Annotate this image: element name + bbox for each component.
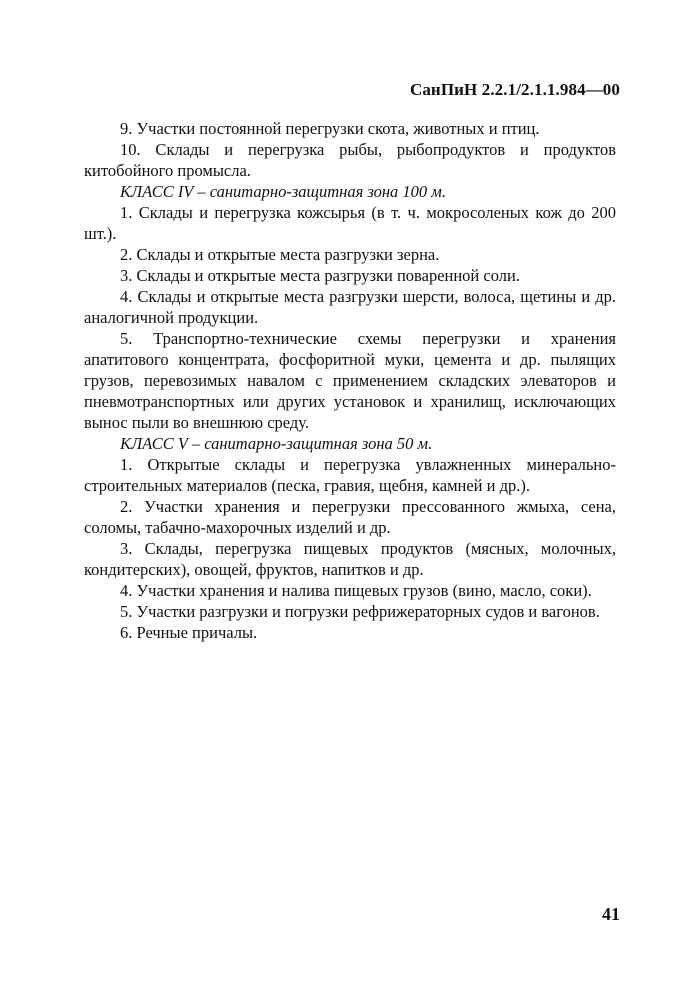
list-item: 4. Склады и открытые места разгрузки шерсти, волоса, щетины и др. аналогичной продукции.	[84, 287, 616, 327]
class-v-heading: КЛАСС V – санитарно-защитная зона 50 м.	[120, 434, 433, 453]
list-item: 10. Склады и перегрузка рыбы, рыбопродуктов и продуктов китобойного промысла.	[84, 140, 616, 180]
class-iv-heading: КЛАСС IV – санитарно-защитная зона 100 м.	[120, 182, 446, 201]
list-item: 3. Склады и открытые места разгрузки поваренной соли.	[120, 266, 520, 285]
list-item: 6. Речные причалы.	[120, 623, 258, 642]
list-item: 5. Участки разгрузки и погрузки рефрижераторных судов и вагонов.	[120, 602, 600, 621]
list-item: 9. Участки постоянной перегрузки скота, животных и птиц.	[120, 119, 540, 138]
document-code: СанПиН 2.2.1/2.1.1.984—00	[409, 80, 620, 99]
list-item: 5. Транспортно-технические схемы перегрузки и хранения апатитового концентрата, фосфоритной муки, цемента и др. пылящих грузов, перевозимых навалом с применением складских элеваторов и пневмотранспортных или других установок и хранилищ, исключающих вынос пыли во внешнюю среду.	[84, 329, 616, 432]
list-item: 1. Склады и перегрузка кожсырья (в т. ч. мокросоленых кож до 200 шт.).	[84, 203, 616, 243]
list-item: 2. Участки хранения и перегрузки прессованного жмыха, сена, соломы, табачно-махорочных изделий и др.	[84, 497, 616, 537]
document-body	[84, 118, 616, 643]
list-item: 1. Открытые склады и перегрузка увлажненных минерально-строительных материалов (песка, гравия, щебня, камней и др.).	[84, 455, 616, 495]
list-item: 4. Участки хранения и налива пищевых грузов (вино, масло, соки).	[120, 581, 592, 600]
page-number: 41	[602, 904, 620, 924]
list-item: 3. Склады, перегрузка пищевых продуктов (мясных, молочных, кондитерских), овощей, фруктов, напитков и др.	[84, 539, 616, 579]
list-item: 2. Склады и открытые места разгрузки зерна.	[120, 245, 440, 264]
